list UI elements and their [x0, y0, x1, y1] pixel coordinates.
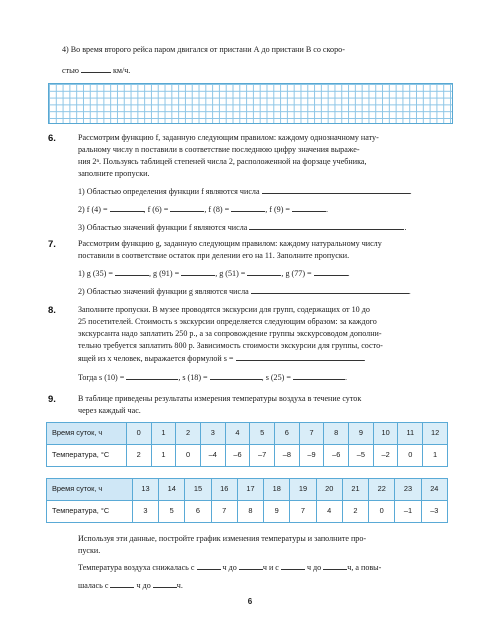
table-cell: –6 — [225, 445, 250, 467]
task8-formula-blank[interactable] — [236, 352, 364, 361]
table-cell: 7 — [290, 501, 316, 523]
table-cell: 0 — [176, 445, 201, 467]
task9-rise-to-blank[interactable] — [153, 579, 177, 588]
task9-fall-label: Температура воздуха снижалась с — [78, 563, 195, 572]
table-cell: 20 — [316, 479, 342, 501]
table-cell: 0 — [126, 423, 151, 445]
table-row — [47, 501, 448, 523]
table-cell: 2 — [342, 501, 368, 523]
task9-number: 9. — [48, 394, 56, 405]
task6-f6-blank[interactable] — [170, 203, 204, 212]
table-cell: –5 — [349, 445, 374, 467]
task6-f9-blank[interactable] — [292, 203, 329, 214]
task6-f9-label: , f (9) = — [265, 205, 290, 214]
table-cell: 7 — [211, 501, 237, 523]
table-cell: 23 — [395, 479, 421, 501]
table-cell: 1 — [151, 445, 176, 467]
table-cell: 0 — [398, 445, 423, 467]
table-cell: 1 — [151, 423, 176, 445]
task9-fall-from-1-blank[interactable] — [197, 561, 221, 570]
table-cell: 17 — [237, 479, 263, 501]
task6-item-3-text: 3) Областью значений функции f являются числа — [78, 223, 248, 232]
q4-prefix: стью — [62, 66, 79, 75]
table-header-temp: Температура, °С — [47, 501, 133, 523]
task6-f6-label: , f (6) = — [143, 205, 169, 214]
table-cell: 4 — [316, 501, 342, 523]
task7-range-blank[interactable] — [251, 285, 409, 294]
temperature-table-2 — [46, 478, 448, 523]
task9-to-label-2: ч до — [306, 563, 322, 572]
task7-g35-label: 1) g (35) = — [78, 269, 113, 278]
table-cell: –2 — [373, 445, 398, 467]
table-cell: 6 — [275, 423, 300, 445]
task6-line-2: ральному числу n поставили в соответствие последнюю цифру значения выраже- — [78, 145, 360, 154]
table-cell: 4 — [225, 423, 250, 445]
task6-f4-label: 2) f (4) = — [78, 205, 108, 214]
task7-g77-label: , g (77) = — [281, 269, 312, 278]
table-cell: –1 — [395, 501, 421, 523]
q4-unit: км/ч. — [112, 66, 131, 75]
page-number: 6 — [247, 597, 253, 606]
table-row — [47, 479, 448, 501]
task7-item-1 — [78, 267, 350, 280]
task6-item-1: 1) Областью определения функции f являются числа . — [78, 187, 412, 196]
task8-line-4: тельно требуется заплатить 800 р. Зависимость стоимости экскурсии для группы, состо- — [78, 341, 383, 350]
task8-line-2: 25 посетителей. Стоимость s экскурсии определяется следующим образом: за каждого — [78, 317, 377, 326]
task8-line-6 — [78, 371, 347, 384]
table-cell: 9 — [349, 423, 374, 445]
table-cell: 7 — [299, 423, 324, 445]
table-cell: 14 — [159, 479, 185, 501]
task7-number: 7. — [48, 239, 56, 250]
table-cell: 1 — [423, 445, 448, 467]
table-cell: 10 — [373, 423, 398, 445]
task6-item-1-text: 1) Областью определения функции f являются числа — [78, 187, 260, 196]
task8-line-3: экскурсанта надо заплатить 250 р., а за сопровождение группы экскурсоводом дополни- — [78, 329, 382, 338]
task9-rise-from-blank[interactable] — [110, 579, 134, 588]
task7-g51-label: , g (51) = — [215, 269, 246, 278]
task8-s25-label: , s (25) = — [261, 373, 291, 382]
table-cell: 9 — [264, 501, 290, 523]
table-cell: –4 — [200, 445, 225, 467]
task6-domain-blank[interactable] — [262, 185, 410, 194]
table-cell: 8 — [324, 423, 349, 445]
task9-line-1: В таблице приведены результаты измерения температуры воздуха в течение суток — [78, 394, 362, 403]
task7-item-1-end: . — [347, 269, 350, 278]
table-cell: 21 — [342, 479, 368, 501]
graph-paper-grid[interactable] — [48, 83, 453, 124]
task6-item-2-end: . — [326, 205, 329, 214]
task9-to-label-3: ч до — [136, 581, 151, 590]
table-cell: 8 — [237, 501, 263, 523]
table-cell: 3 — [132, 501, 158, 523]
task8-line-1: Заполните пропуски. В музее проводятся экскурсии для групп, содержащих от 10 до — [78, 305, 370, 314]
task6-f8-blank[interactable] — [231, 203, 265, 212]
task7-g51-blank[interactable] — [247, 267, 281, 276]
table-cell: 18 — [264, 479, 290, 501]
task8-formula-label: ящей из x человек, выражается формулой s = — [78, 354, 234, 363]
table-row — [47, 423, 448, 445]
table-cell: –6 — [324, 445, 349, 467]
temperature-table-1 — [46, 422, 448, 467]
table-cell: 15 — [185, 479, 211, 501]
task6-line-1: Рассмотрим функцию f, заданную следующим правилом: каждому однозначному нату- — [78, 133, 379, 142]
task8-s10-label: Тогда s (10) = — [78, 373, 125, 382]
task9-to-label-1: ч до — [222, 563, 237, 572]
task7-line-1: Рассмотрим функцию g, заданную следующим правилом: каждому натуральному числу — [78, 239, 382, 248]
table-cell: 6 — [185, 501, 211, 523]
table-cell: 13 — [132, 479, 158, 501]
table-cell: –3 — [421, 501, 447, 523]
task6-range-blank[interactable] — [249, 221, 404, 230]
task9-rise-prefix: ч, а повы- — [347, 563, 382, 572]
table-header-time: Время суток, ч — [47, 423, 127, 445]
task9-fill-line-1 — [78, 561, 381, 574]
table-cell: 16 — [211, 479, 237, 501]
table-cell: 3 — [200, 423, 225, 445]
q4-line-1: 4) Во время второго рейса паром двигался от пристани А до пристани В со скоро- — [62, 45, 345, 54]
task6-f8-label: , f (8) = — [204, 205, 230, 214]
table-cell: 0 — [369, 501, 395, 523]
task9-and-from-label: ч и с — [262, 563, 279, 572]
table-cell: –7 — [250, 445, 275, 467]
task7-line-2: поставили в соответствие остаток при делении его на 11. Заполните пропуски. — [78, 251, 350, 260]
task8-line-5: ящей из x человек, выражается формулой s = . — [78, 354, 366, 363]
task7-g91-blank[interactable] — [181, 267, 215, 276]
task6-number: 6. — [48, 133, 56, 144]
task9-fall-from-2-blank[interactable] — [281, 561, 305, 570]
task8-number: 8. — [48, 305, 56, 316]
task7-item-2-text: 2) Областью значений функции g являются числа — [78, 287, 249, 296]
table-cell: 12 — [423, 423, 448, 445]
task6-item-2 — [78, 203, 328, 216]
table-header-temp: Температура, °С — [47, 445, 127, 467]
task7-item-2: 2) Областью значений функции g являются числа . — [78, 287, 411, 296]
task9-fill-line-2 — [78, 579, 183, 592]
task8-line-6-end: . — [344, 373, 347, 382]
table-row — [47, 445, 448, 467]
task9-fall-to-2-blank[interactable] — [323, 561, 347, 570]
task9-fill-end: ч. — [176, 581, 183, 590]
table-cell: 5 — [250, 423, 275, 445]
table-cell: –8 — [275, 445, 300, 467]
task7-g91-label: , g (91) = — [148, 269, 180, 278]
task6-line-4: заполните пропуски. — [78, 169, 150, 178]
table-header-time: Время суток, ч — [47, 479, 133, 501]
table-cell: 5 — [159, 501, 185, 523]
task9-after-1: Используя эти данные, постройте график изменения температуры и заполните про- — [78, 534, 367, 543]
table-cell: 24 — [421, 479, 447, 501]
q4-line-2 — [62, 64, 130, 77]
task9-line-2: через каждый час. — [78, 406, 141, 415]
task6-item-3: 3) Областью значений функции f являются числа . — [78, 223, 407, 232]
task7-g77-blank[interactable] — [314, 267, 348, 276]
table-cell: –9 — [299, 445, 324, 467]
task6-line-3: ния 2ⁿ. Пользуясь таблицей степеней числа 2, расположенной на форзаце учебника, — [78, 157, 367, 166]
task8-s10-blank[interactable] — [126, 371, 178, 380]
task9-fall-to-1-blank[interactable] — [239, 561, 263, 570]
table-cell: 11 — [398, 423, 423, 445]
task7-g35-blank[interactable] — [115, 267, 149, 276]
q4-speed-blank[interactable] — [81, 64, 111, 73]
table-cell: 2 — [126, 445, 151, 467]
table-cell: 2 — [176, 423, 201, 445]
task8-s18-label: , s (18) = — [178, 373, 208, 382]
task6-f4-blank[interactable] — [110, 203, 144, 212]
task8-s18-blank[interactable] — [210, 371, 262, 380]
task8-s25-blank[interactable] — [293, 371, 345, 380]
task9-rise-label: шалась с — [78, 581, 109, 590]
table-cell: 22 — [369, 479, 395, 501]
table-cell: 19 — [290, 479, 316, 501]
task9-after-2: пуски. — [78, 546, 101, 555]
